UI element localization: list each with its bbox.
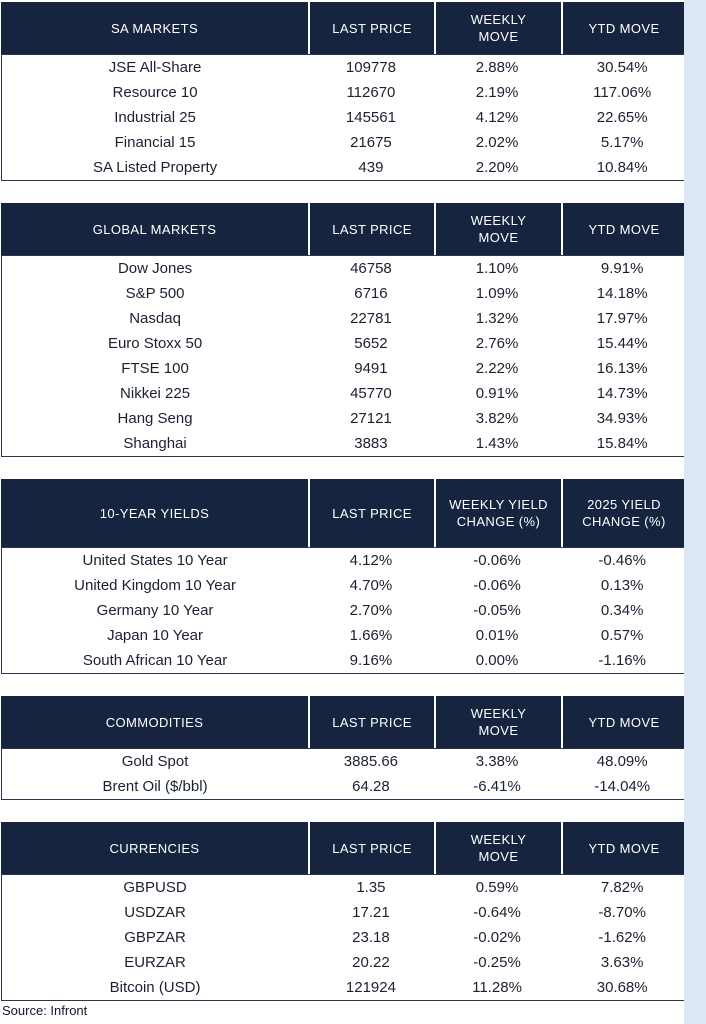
cell-value: 9.91% [600,260,644,277]
row-label: Brent Oil ($/bbl) [102,778,208,795]
cell-value: -0.02% [473,929,521,946]
table-row [2,925,684,950]
cell-value: -8.70% [598,904,646,921]
table-body-currencies [1,874,685,1001]
cell-value: 21675 [350,134,392,151]
table-section-global-markets [1,203,685,457]
table-header-row-currencies [1,822,685,874]
cell-value: 439 [358,159,384,176]
row-label: Hang Seng [117,410,193,427]
column-header-10-year-yields-3: 2025 YIELD CHANGE (%) [561,479,685,547]
row-label: Industrial 25 [114,109,196,126]
table-title-commodities: COMMODITIES [105,714,204,730]
cell-value: 16.13% [596,360,648,377]
row-label: Bitcoin (USD) [109,979,201,996]
table-row [2,749,684,774]
table-row [2,548,684,573]
row-label: Euro Stoxx 50 [107,335,203,352]
table-row [2,281,684,306]
table-row [2,381,684,406]
table-row [2,406,684,431]
row-label: Nasdaq [129,310,181,327]
column-header-global-markets-1: LAST PRICE [308,203,434,255]
cell-value: 4.12% [475,109,519,126]
table-row [2,431,684,456]
cell-value: -0.05% [473,602,521,619]
table-body-global-markets [1,255,685,457]
table-section-10-year-yields [1,479,685,674]
cell-value: 2.19% [475,84,519,101]
table-row [2,256,684,281]
table-row [2,331,684,356]
table-row [2,774,684,799]
cell-value: 30.68% [596,979,648,996]
column-header-commodities-3: YTD MOVE [561,696,685,748]
row-label: Nikkei 225 [120,385,191,402]
cell-value: 22781 [350,310,392,327]
right-margin-strip [684,0,706,1024]
cell-value: -6.41% [473,778,521,795]
table-row [2,623,684,648]
cell-value: 20.22 [352,954,390,971]
row-label: JSE All-Share [108,59,202,76]
table-section-sa-markets [1,2,685,181]
cell-value: -0.06% [473,552,521,569]
cell-value: 0.01% [475,627,519,644]
cell-value: 2.02% [475,134,519,151]
cell-value: 3.63% [600,954,644,971]
column-header-currencies-3: YTD MOVE [561,822,685,874]
table-section-currencies [1,822,685,1001]
cell-value: 0.57% [600,627,644,644]
column-header-10-year-yields-1: LAST PRICE [308,479,434,547]
row-label: Resource 10 [112,84,198,101]
cell-value: 112670 [346,84,396,101]
cell-value: 1.10% [475,260,519,277]
cell-value: 3.38% [475,753,519,770]
cell-value: -14.04% [594,778,651,795]
table-title-sa-markets: SA MARKETS [110,20,199,36]
cell-value: -1.62% [598,929,646,946]
column-header-global-markets-3: YTD MOVE [561,203,685,255]
cell-value: 14.73% [596,385,648,402]
cell-value: 1.43% [475,435,519,452]
cell-value: 7.82% [600,879,644,896]
table-body-10-year-yields [1,547,685,674]
cell-value: 17.97% [596,310,648,327]
cell-value: 48.09% [596,753,648,770]
table-header-row-global-markets [1,203,685,255]
cell-value: 0.13% [600,577,644,594]
table-row [2,55,684,80]
cell-value: 3.82% [475,410,519,427]
table-row [2,306,684,331]
cell-value: 121924 [345,979,396,996]
cell-value: 109778 [345,59,396,76]
cell-value: 4.12% [349,552,393,569]
row-label: S&P 500 [125,285,185,302]
cell-value: -0.06% [473,577,521,594]
row-label: Financial 15 [114,134,196,151]
cell-value: 3885.66 [343,753,399,770]
table-row [2,155,684,180]
table-row [2,573,684,598]
cell-value: 6716 [354,285,388,302]
cell-value: 0.34% [600,602,644,619]
cell-value: -0.46% [598,552,646,569]
cell-value: 1.66% [349,627,393,644]
row-label: USDZAR [124,904,186,921]
cell-value: 22.65% [596,109,648,126]
row-label: United Kingdom 10 Year [74,577,236,594]
cell-value: 9.16% [349,652,393,669]
cell-value: 64.28 [352,778,390,795]
cell-value: 2.76% [475,335,519,352]
table-row [2,105,684,130]
column-header-commodities-2: WEEKLY MOVE [434,696,561,748]
column-header-commodities-1: LAST PRICE [308,696,434,748]
cell-value: -1.16% [598,652,646,669]
column-header-10-year-yields-2: WEEKLY YIELD CHANGE (%) [434,479,561,547]
column-header-sa-markets-2: WEEKLY MOVE [434,2,561,54]
column-header-currencies-2: WEEKLY MOVE [434,822,561,874]
cell-value: 0.00% [475,652,519,669]
table-body-commodities [1,748,685,800]
cell-value: 5652 [354,335,388,352]
cell-value: 1.09% [475,285,519,302]
row-label: FTSE 100 [121,360,189,377]
cell-value: 3883 [354,435,388,452]
cell-value: 30.54% [596,59,648,76]
table-row [2,950,684,975]
row-label: Japan 10 Year [107,627,204,644]
table-row [2,975,684,1000]
cell-value: 27121 [350,410,392,427]
cell-value: 15.44% [596,335,648,352]
table-title-currencies: CURRENCIES [109,840,200,856]
cell-value: 1.35 [356,879,386,896]
row-label: United States 10 Year [82,552,228,569]
row-label: Gold Spot [121,753,189,770]
row-label: SA Listed Property [92,159,218,176]
column-header-sa-markets-3: YTD MOVE [561,2,685,54]
table-title-global-markets: GLOBAL MARKETS [92,221,217,237]
table-row [2,875,684,900]
table-body-sa-markets [1,54,685,181]
table-header-row-sa-markets [1,2,685,54]
cell-value: 15.84% [596,435,648,452]
table-title-10-year-yields: 10-YEAR YIELDS [99,505,210,521]
cell-value: 23.18 [352,929,390,946]
market-tables [1,2,685,1023]
source-note: Source: Infront [2,1003,88,1018]
row-label: GBPUSD [123,879,187,896]
cell-value: 0.59% [475,879,519,896]
cell-value: -0.64% [473,904,521,921]
cell-value: 9491 [354,360,388,377]
row-label: EURZAR [124,954,186,971]
cell-value: 46758 [350,260,392,277]
cell-value: 2.70% [349,602,393,619]
row-label: Germany 10 Year [96,602,214,619]
table-row [2,900,684,925]
cell-value: 45770 [350,385,392,402]
cell-value: 2.22% [475,360,519,377]
table-header-row-commodities [1,696,685,748]
table-row [2,130,684,155]
cell-value: 2.20% [475,159,519,176]
cell-value: 117.06% [593,84,652,101]
row-label: South African 10 Year [82,652,228,669]
cell-value: 11.28% [472,979,522,996]
cell-value: 10.84% [596,159,648,176]
table-row [2,598,684,623]
table-header-row-10-year-yields [1,479,685,547]
cell-value: 1.32% [475,310,519,327]
cell-value: 17.21 [352,904,390,921]
column-header-sa-markets-1: LAST PRICE [308,2,434,54]
table-row [2,80,684,105]
cell-value: 14.18% [596,285,648,302]
row-label: Dow Jones [117,260,193,277]
cell-value: 2.88% [475,59,519,76]
table-row [2,648,684,673]
table-section-commodities [1,696,685,800]
row-label: Shanghai [123,435,187,452]
cell-value: 4.70% [349,577,393,594]
row-label: GBPZAR [124,929,186,946]
column-header-currencies-1: LAST PRICE [308,822,434,874]
cell-value: 145561 [345,109,396,126]
cell-value: 5.17% [600,134,644,151]
table-row [2,356,684,381]
cell-value: -0.25% [473,954,521,971]
cell-value: 34.93% [596,410,648,427]
column-header-global-markets-2: WEEKLY MOVE [434,203,561,255]
cell-value: 0.91% [475,385,519,402]
